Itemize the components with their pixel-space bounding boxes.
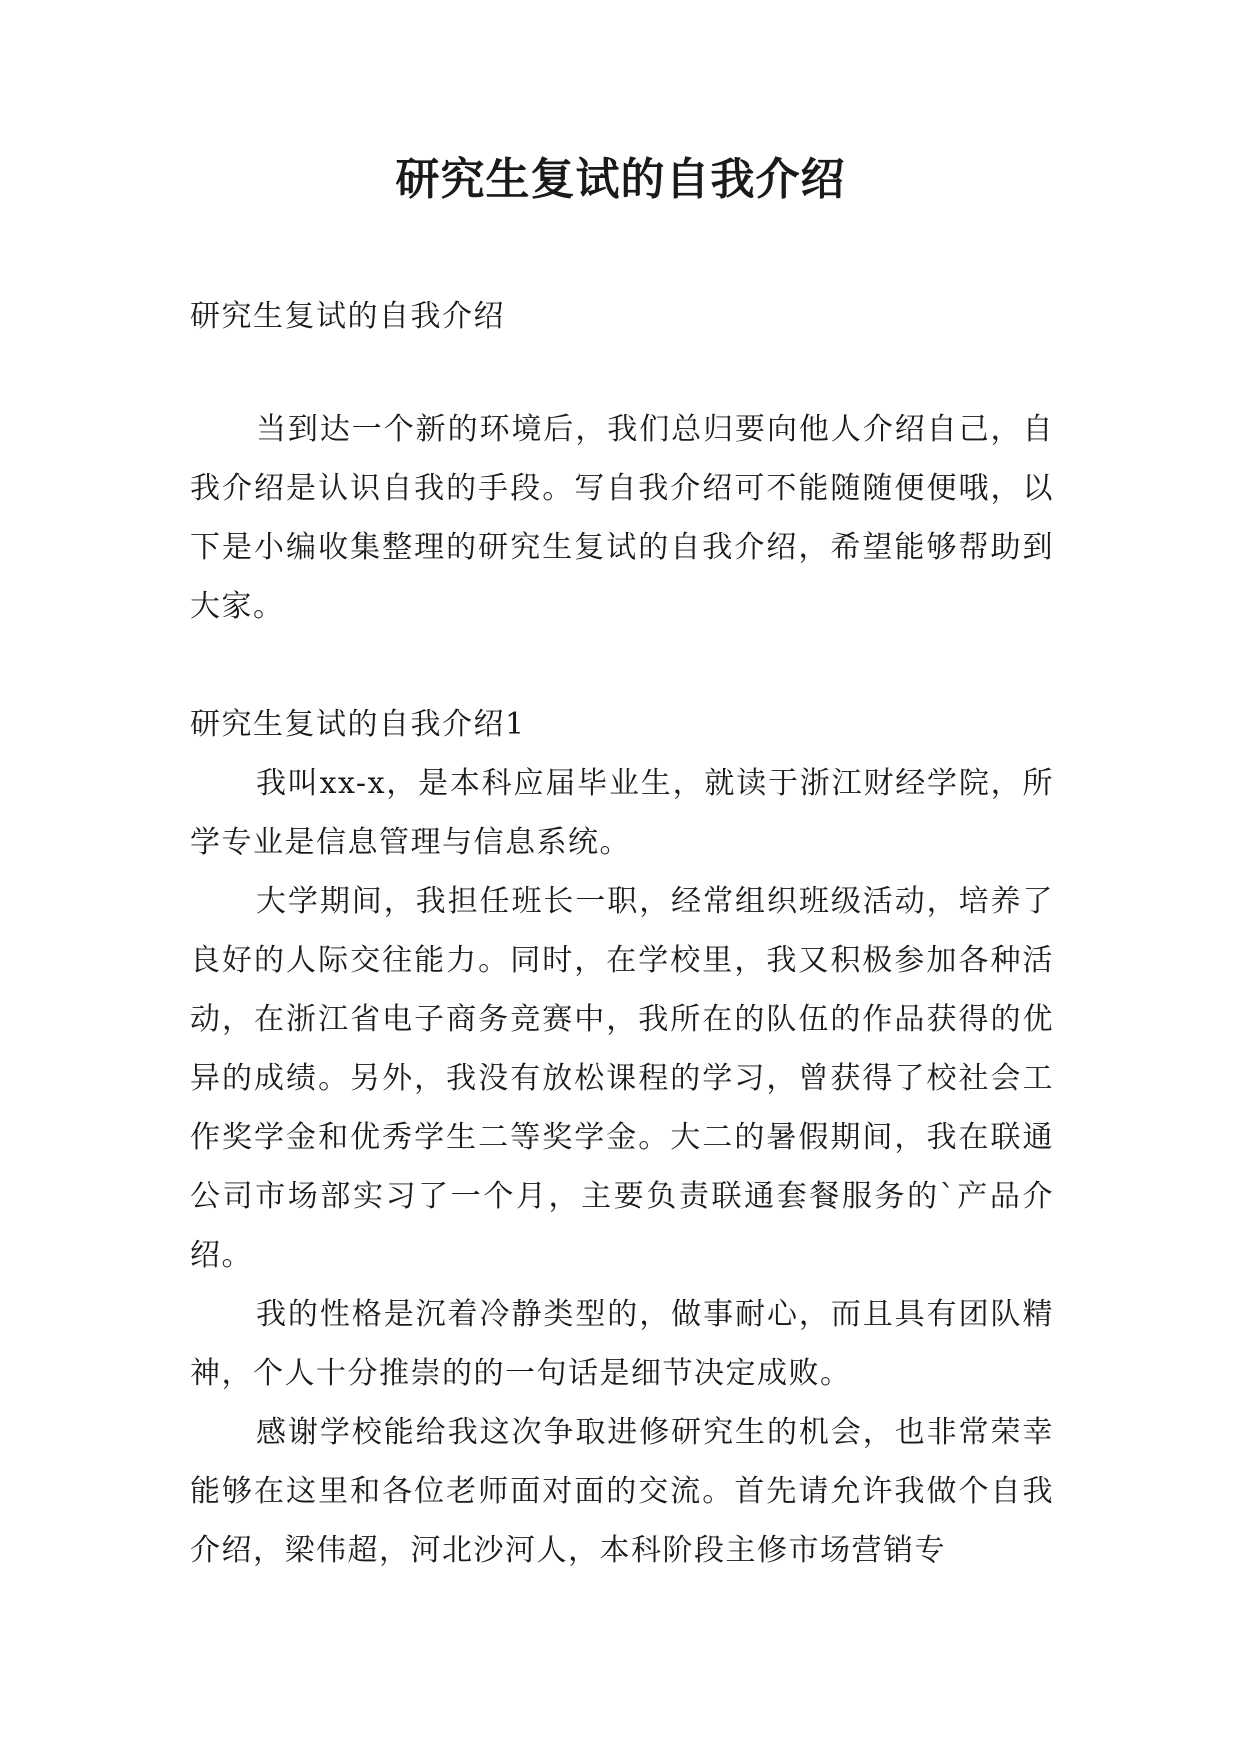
document-title: 研究生复试的自我介绍 [395,154,846,205]
intro-block [190,400,1054,636]
document-subtitle-block [190,287,1054,346]
section-1-paragraph-4: 感谢学校能给我这次争取进修研究生的机会，也非常荣幸能够在这里和各位老师面对面的交流。首先请允许我做个自我介绍，梁伟超，河北沙河人，本科阶段主修市场营销专 [190,1415,1054,1568]
section-1 [190,695,1054,1580]
section-1-heading: 研究生复试的自我介绍1 [190,707,526,742]
section-1-paragraph-2: 大学期间，我担任班长一职，经常组织班级活动，培养了良好的人际交往能力。同时，在学校里，我又积极参加各种活动，在浙江省电子商务竞赛中，我所在的队伍的作品获得的优异的成绩。另外，我没有放松课程的学习，曾获得了校社会工作奖学金和优秀学生二等奖学金。大二的暑假期间，我在联通公司市场部实习了一个月，主要负责联通套餐服务的`产品介绍。 [190,884,1054,1273]
section-1-paragraph-3: 我的性格是沉着冷静类型的，做事耐心，而且具有团队精神，个人十分推崇的的一句话是细节决定成败。 [190,1297,1054,1391]
section-1-paragraph-1: 我叫xx-x，是本科应届毕业生，就读于浙江财经学院，所学专业是信息管理与信息系统。 [190,766,1054,860]
intro-paragraph: 当到达一个新的环境后，我们总归要向他人介绍自己，自我介绍是认识自我的手段。写自我介绍可不能随随便便哦，以下是小编收集整理的研究生复试的自我介绍，希望能够帮助到大家。 [190,412,1054,624]
document-subtitle: 研究生复试的自我介绍 [190,299,505,334]
